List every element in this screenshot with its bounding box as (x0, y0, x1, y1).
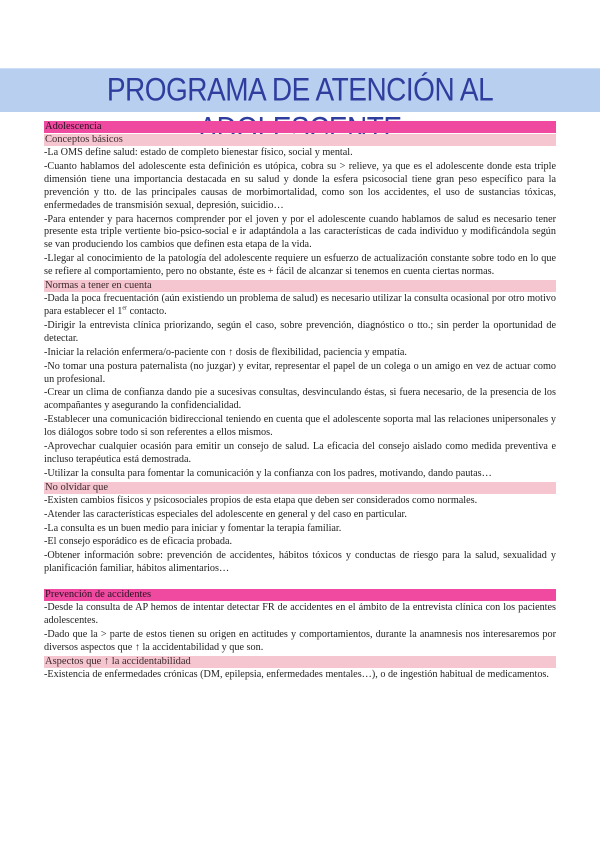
paragraph (44, 293, 556, 319)
paragraph: -Atender las características especiales del adolescente en general y del caso en particular. (44, 508, 407, 520)
paragraph: -La consulta es un buen medio para iniciar y fomentar la terapia familiar. (44, 522, 342, 534)
paragraph-text: -Dada la poca frecuentación (aún existiendo un problema de salud) es necesario utilizar la consulta ocasional por otro motivo para establecer el 1 (44, 293, 556, 317)
paragraph: -El consejo esporádico es de eficacia probada. (44, 536, 233, 548)
paragraph: -No tomar una postura paternalista (no juzgar) y evitar, representar el papel de un colega o un amigo en vez de actuar como un profesional. (44, 360, 556, 385)
paragraph: -Dirigir la entrevista clínica priorizando, según el caso, sobre prevención, diagnóstico o tto.; sin perder la oportunidad de detectar. (44, 319, 556, 344)
section-gap (44, 577, 556, 589)
paragraph: -Obtener información sobre: prevención de accidentes, hábitos tóxicos y conductas de riesgo para la salud, sexualidad y planificación familiar, hábitos alimentarios… (44, 550, 556, 575)
subheading-normas: Normas a tener en cuenta (44, 280, 556, 292)
page-title: PROGRAMA DE ATENCIÓN AL (0, 68, 600, 112)
paragraph: -Existencia de enfermedades crónicas (DM, epilepsia, enfermedades mentales…), o de ingestión habitual de medicamentos. (44, 668, 549, 680)
paragraph-text: contacto. (127, 305, 167, 317)
section-heading-prevencion: Prevención de accidentes (44, 589, 556, 601)
superscript: er (122, 305, 128, 312)
paragraph: -Crear un clima de confianza dando pie a sucesivas consultas, desvinculando éstas, si fuera necesario, de la presencia de los acompañantes y asegurando la confidencialidad. (44, 387, 556, 412)
subheading-aspectos: Aspectos que ↑ la accidentabilidad (44, 656, 556, 668)
section-heading-adolescencia: Adolescencia (44, 121, 556, 133)
document-body (44, 121, 556, 683)
paragraph: -Iniciar la relación enfermera/o-paciente con ↑ dosis de flexibilidad, paciencia y empatía. (44, 346, 407, 358)
paragraph: -Desde la consulta de AP hemos de intentar detectar FR de accidentes en el ámbito de la entrevista clínica con los pacientes adolescentes. (44, 602, 556, 627)
paragraph: -Para entender y para hacernos comprender por el joven y por el adolescente cuando hablamos de salud es necesario tener presente esta triple vertiente bio-psico-social e ir adaptándola a las características de cada individuo y modificándola según se van produciendo los cambios que definen esta etapa de la vida. (44, 213, 556, 251)
paragraph: -Aprovechar cualquier ocasión para emitir un consejo de salud. La eficacia del consejo aislado como medida preventiva e incluso terapéutica está demostrada. (44, 441, 556, 465)
subheading-no-olvidar: No olvidar que (44, 482, 556, 494)
paragraph: -Establecer una comunicación bidireccional teniendo en cuenta que el adolescente soporta mal las relaciones unipersonales y los diálogos sobre todo si son referentes a ellos mismos. (44, 414, 556, 439)
subheading-conceptos-basicos: Conceptos básicos (44, 134, 556, 146)
paragraph: -La OMS define salud: estado de completo bienestar físico, social y mental. (44, 147, 353, 158)
paragraph: -Cuanto hablamos del adolescente esta definición es utópica, cobra su > relieve, ya que es el adolescente donde esta triple dimensión tiene una importancia destacada en su salud y donde la esfera psicosocial tiene gran peso específico para la prevención y tto. de las principales causas de morbimortalidad, como son los accidentes, el uso de sustancias tóxicas, enfermedades de transmisión sexual, depresión, suicidio… (44, 160, 556, 211)
paragraph: -Llegar al conocimiento de la patología del adolescente requiere un esfuerzo de actualización constante sobre todo en lo que se refiere al comportamiento, pero no obstante, éste es + fácil de alcanzar si tenemos en cuenta ciertas normas. (44, 253, 556, 278)
paragraph: -Dado que la > parte de estos tienen su origen en actitudes y comportamientos, durante la anamnesis nos interesaremos por diversos aspectos que ↑ la accidentabilidad y que son. (44, 629, 556, 653)
paragraph: -Existen cambios físicos y psicosociales propios de esta etapa que deben ser considerados como normales. (44, 494, 478, 506)
paragraph: -Utilizar la consulta para fomentar la comunicación y la confianza con los padres, motivando, dando pautas… (44, 467, 492, 479)
